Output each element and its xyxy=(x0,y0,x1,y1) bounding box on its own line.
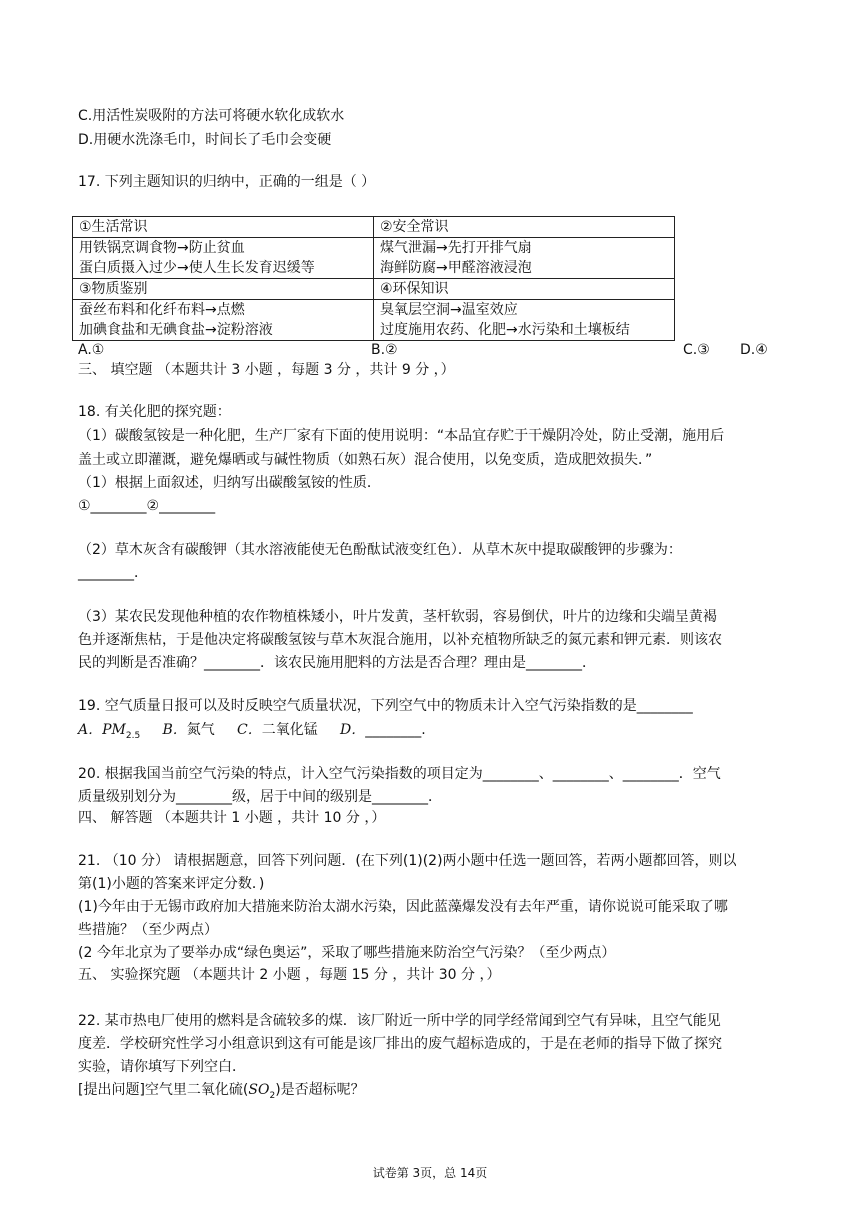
question-21: 第(1)小题的答案来评定分数．) xyxy=(78,876,265,892)
option-b: B.② xyxy=(371,342,398,358)
section-3-heading: 三、 填空题 （本题共计 3 小题 ，每题 3 分 ，共计 9 分 ，） xyxy=(78,362,455,378)
page-footer: 试卷第 3页，总 14页 xyxy=(372,1166,488,1180)
option-c-line: C.用活性炭吸附的方法可将硬水软化成软水 xyxy=(78,108,345,124)
question-18-text: （3）某农民发现他种植的农作物植株矮小，叶片发黄，茎杆软弱，容易倒伏，叶片的边缘和尖端呈黄褐 xyxy=(78,609,717,625)
question-21: 21. （10 分） 请根据题意，回答下列问题．(在下列(1)(2)两小题中任选一题回答，若两小题都回答，则以 xyxy=(78,853,737,869)
question-18-blank: ________． xyxy=(78,565,148,581)
table-header-cell: ③物质鉴别 xyxy=(73,279,374,300)
question-22: 实验，请你填写下列空白． xyxy=(78,1059,246,1075)
question-20: 质量级别划分为________级，居于中间的级别是________． xyxy=(78,789,442,805)
question-18-text: （1）根据上面叙述，归纳写出碳酸氢铵的性质． xyxy=(78,475,381,491)
question-18-text: （1）碳酸氢铵是一种化肥，生产厂家有下面的使用说明：“本品宜存贮于干燥阴冷处，防止受潮，施用后 xyxy=(78,428,725,444)
table-header-cell: ④环保知识 xyxy=(374,279,675,300)
table-cell: 用铁锅烹调食物→防止贫血 蛋白质摄入过少→使人生长发育迟缓等 xyxy=(73,238,374,279)
question-21: 些措施？（至少两点） xyxy=(78,922,218,938)
option-d: D.④ xyxy=(740,342,768,358)
question-20: 20. 根据我国当前空气污染的特点，计入空气污染指数的项目定为________、________、________．空气 xyxy=(78,766,721,782)
option-c: C.③ xyxy=(683,342,710,358)
table-cell: 臭氧层空洞→温室效应 过度施用农药、化肥→水污染和土壤板结 xyxy=(374,300,675,341)
section-4-heading: 四、 解答题 （本题共计 1 小题 ，共计 10 分 ，） xyxy=(78,810,386,826)
table-header-cell: ①生活常识 xyxy=(73,217,374,238)
option-d-line: D.用硬水洗涤毛巾，时间长了毛巾会变硬 xyxy=(78,132,332,148)
question-17: 17. 下列主题知识的归纳中，正确的一组是（ ） xyxy=(78,174,376,190)
knowledge-table xyxy=(72,216,675,341)
question-19-options: A．$PM_{2.5}$ B．氮气 C．二氧化锰 D．________. xyxy=(78,722,426,741)
section-5-heading: 五、 实验探究题 （本题共计 2 小题 ，每题 15 分 ，共计 30 分 ，） xyxy=(78,967,501,983)
question-22: 度差．学校研究性学习小组意识到这有可能是该厂排出的废气超标造成的，于是在老师的指导下做了探究 xyxy=(78,1036,722,1052)
question-21: (2 今年北京为了要举办成“绿色奥运”，采取了哪些措施来防治空气污染？（至少两点） xyxy=(78,945,616,961)
table-header-cell: ②安全常识 xyxy=(374,217,675,238)
question-18-text: 民的判断是否准确？________．该农民施用肥料的方法是否合理？理由是________． xyxy=(78,655,596,671)
option-a: A.① xyxy=(78,342,105,358)
table-cell: 蚕丝布料和化纤布料→点燃 加碘食盐和无碘食盐→淀粉溶液 xyxy=(73,300,374,341)
question-22: 22. 某市热电厂使用的燃料是含硫较多的煤．该厂附近一所中学的同学经常闻到空气有异味，且空气能见 xyxy=(78,1013,721,1029)
question-22: [提出问题]空气里二氧化硫$(SO_2)$是否超标呢？ xyxy=(78,1082,365,1101)
question-21: (1)今年由于无锡市政府加大措施来防治太湖水污染，因此蓝藻爆发没有去年严重，请你说说可能采取了哪 xyxy=(78,899,728,915)
question-19: 19. 空气质量日报可以及时反映空气质量状况，下列空气中的物质未计入空气污染指数的是________ xyxy=(78,698,693,714)
question-18-text: （2）草木灰含有碳酸钾（其水溶液能使无色酚酞试液变红色）．从草木灰中提取碳酸钾的步骤为： xyxy=(78,542,682,558)
question-18-text: 色并逐渐焦枯，于是他决定将碳酸氢铵与草木灰混合施用，以补充植物所缺乏的氮元素和钾元素．则该农 xyxy=(78,632,722,648)
table-cell: 煤气泄漏→先打开排气扇 海鲜防腐→甲醛溶液浸泡 xyxy=(374,238,675,279)
question-18-blanks: ①________②________ xyxy=(78,498,216,514)
question-18-title: 18. 有关化肥的探究题： xyxy=(78,404,231,420)
question-18-text: 盖土或立即灌溉，避免爆晒或与碱性物质（如熟石灰）混合使用，以免变质，造成肥效损失．” xyxy=(78,452,653,468)
